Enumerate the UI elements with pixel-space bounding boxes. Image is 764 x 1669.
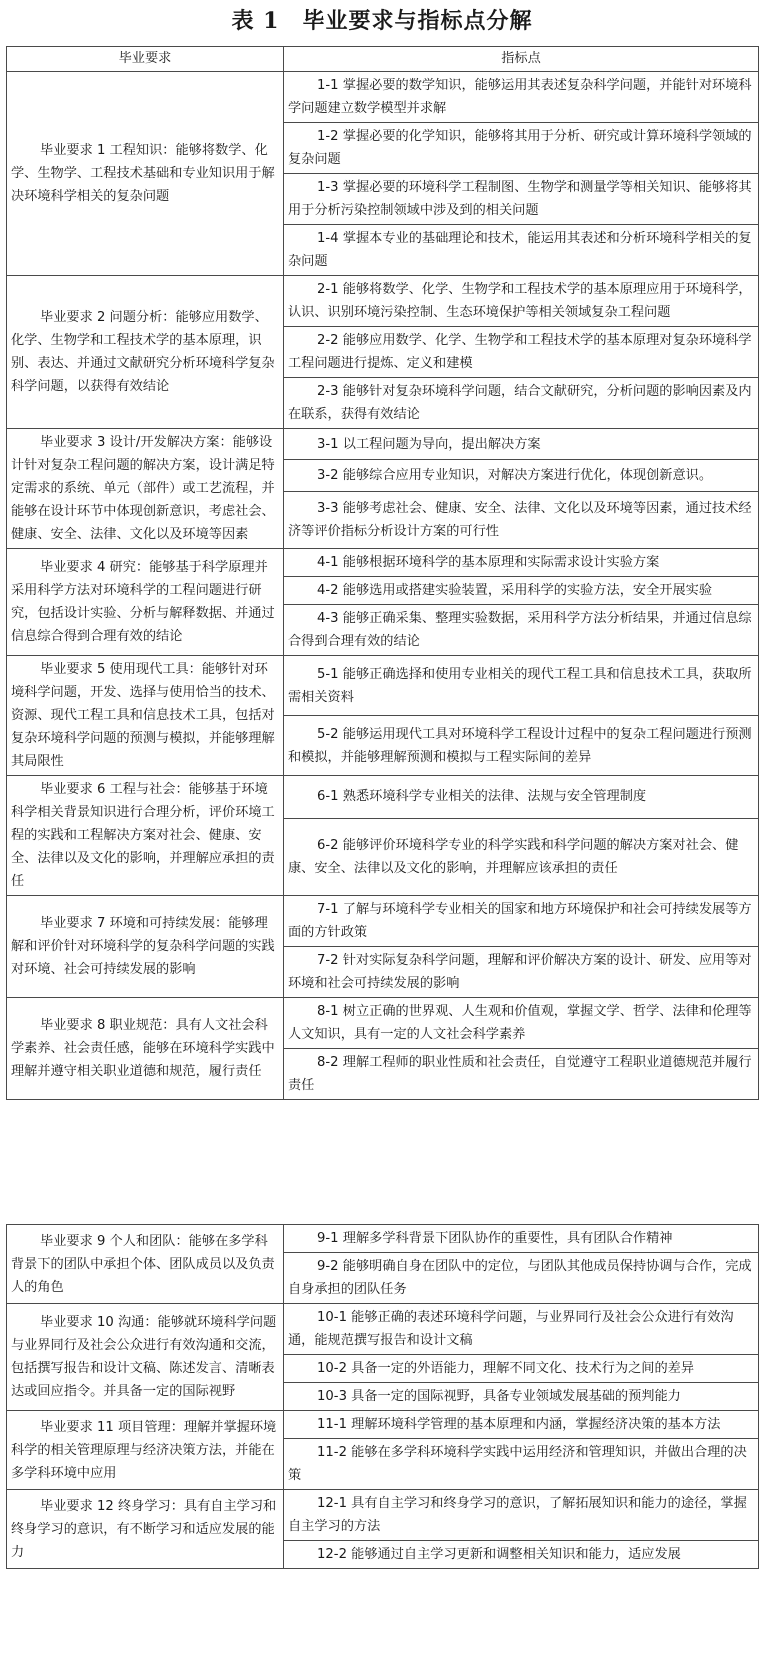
requirements-table — [6, 46, 759, 1100]
indicator-cell: 4-3 能够正确采集、整理实验数据，采用科学方法分析结果，并通过信息综合得到合理有效的结论 — [284, 605, 759, 656]
indicator-cell: 1-1 掌握必要的数学知识，能够运用其表述复杂科学问题，并能针对环境科学问题建立数学模型并求解 — [284, 72, 759, 123]
table-header-row — [7, 47, 759, 72]
indicator-cell: 11-2 能够在多学科环境科学实践中运用经济和管理知识，并做出合理的决策 — [284, 1439, 759, 1490]
header-requirement: 毕业要求 — [7, 47, 284, 72]
table-row — [7, 896, 759, 947]
indicator-cell: 3-3 能够考虑社会、健康、安全、法律、文化以及环境等因素，通过技术经济等评价指标分析设计方案的可行性 — [284, 491, 759, 548]
indicator-cell: 12-1 具有自主学习和终身学习的意识，了解拓展知识和能力的途径，掌握自主学习的方法 — [284, 1490, 759, 1541]
indicator-cell: 11-1 理解环境科学管理的基本原理和内涵，掌握经济决策的基本方法 — [284, 1411, 759, 1439]
indicator-cell: 5-2 能够运用现代工具对环境科学工程设计过程中的复杂工程问题进行预测和模拟，并能够理解预测和模拟与工程实际间的差异 — [284, 716, 759, 776]
table-row — [7, 998, 759, 1049]
indicator-cell: 10-1 能够正确的表述环境科学问题，与业界同行及社会公众进行有效沟通，能规范撰写报告和设计文稿 — [284, 1304, 759, 1355]
indicator-cell: 6-1 熟悉环境科学专业相关的法律、法规与安全管理制度 — [284, 776, 759, 819]
requirement-cell: 毕业要求 11 项目管理：理解并掌握环境科学的相关管理原理与经济决策方法，并能在多学科环境中应用 — [7, 1411, 284, 1490]
requirement-cell: 毕业要求 5 使用现代工具：能够针对环境科学问题，开发、选择与使用恰当的技术、资源、现代工程工具和信息技术工具，包括对复杂环境科学问题的预测与模拟，并能够理解其局限性 — [7, 656, 284, 776]
table-row — [7, 549, 759, 577]
requirement-cell: 毕业要求 2 问题分析：能够应用数学、化学、生物学和工程技术学的基本原理，识别、表达、并通过文献研究分析环境科学复杂科学问题，以获得有效结论 — [7, 276, 284, 429]
indicator-cell: 2-2 能够应用数学、化学、生物学和工程技术学的基本原理对复杂环境科学工程问题进行提炼、定义和建模 — [284, 327, 759, 378]
table-title: 表 1 毕业要求与指标点分解 — [231, 8, 533, 34]
requirement-cell: 毕业要求 9 个人和团队：能够在多学科背景下的团队中承担个体、团队成员以及负责人的角色 — [7, 1225, 284, 1304]
requirement-cell: 毕业要求 8 职业规范：具有人文社会科学素养、社会责任感，能够在环境科学实践中理解并遵守相关职业道德和规范，履行责任 — [7, 998, 284, 1100]
requirement-cell: 毕业要求 7 环境和可持续发展：能够理解和评价针对环境科学的复杂科学问题的实践对环境、社会可持续发展的影响 — [7, 896, 284, 998]
indicator-cell: 9-2 能够明确自身在团队中的定位，与团队其他成员保持协调与合作，完成自身承担的团队任务 — [284, 1253, 759, 1304]
indicator-cell: 9-1 理解多学科背景下团队协作的重要性，具有团队合作精神 — [284, 1225, 759, 1253]
indicator-cell: 7-2 针对实际复杂科学问题，理解和评价解决方案的设计、研发、应用等对环境和社会可持续发展的影响 — [284, 947, 759, 998]
indicator-cell: 1-2 掌握必要的化学知识，能够将其用于分析、研究或计算环境科学领域的复杂问题 — [284, 123, 759, 174]
header-indicator: 指标点 — [284, 47, 759, 72]
table-row — [7, 1411, 759, 1439]
requirements-table-continued — [6, 1224, 759, 1569]
indicator-cell: 2-1 能够将数学、化学、生物学和工程技术学的基本原理应用于环境科学，认识、识别环境污染控制、生态环境保护等相关领域复杂工程问题 — [284, 276, 759, 327]
indicator-cell: 7-1 了解与环境科学专业相关的国家和地方环境保护和社会可持续发展等方面的方针政策 — [284, 896, 759, 947]
indicator-cell: 1-3 掌握必要的环境科学工程制图、生物学和测量学等相关知识、能够将其用于分析污染控制领域中涉及到的相关问题 — [284, 174, 759, 225]
indicator-cell: 12-2 能够通过自主学习更新和调整相关知识和能力，适应发展 — [284, 1541, 759, 1569]
indicator-cell: 4-1 能够根据环境科学的基本原理和实际需求设计实验方案 — [284, 549, 759, 577]
indicator-cell: 1-4 掌握本专业的基础理论和技术，能运用其表述和分析环境科学相关的复杂问题 — [284, 225, 759, 276]
requirement-cell: 毕业要求 10 沟通：能够就环境科学问题与业界同行及社会公众进行有效沟通和交流，包括撰写报告和设计文稿、陈述发言、清晰表达或回应指令。并具备一定的国际视野 — [7, 1304, 284, 1411]
requirement-cell: 毕业要求 12 终身学习：具有自主学习和终身学习的意识，有不断学习和适应发展的能力 — [7, 1490, 284, 1569]
table-row — [7, 1304, 759, 1355]
table-row — [7, 429, 759, 460]
indicator-cell: 10-3 具备一定的国际视野，具备专业领域发展基础的预判能力 — [284, 1383, 759, 1411]
indicator-cell: 10-2 具备一定的外语能力，理解不同文化、技术行为之间的差异 — [284, 1355, 759, 1383]
indicator-cell: 6-2 能够评价环境科学专业的科学实践和科学问题的解决方案对社会、健康、安全、法律以及文化的影响，并理解应该承担的责任 — [284, 818, 759, 895]
indicator-cell: 8-2 理解工程师的职业性质和社会责任，自觉遵守工程职业道德规范并履行责任 — [284, 1049, 759, 1100]
indicator-cell: 8-1 树立正确的世界观、人生观和价值观，掌握文学、哲学、法律和伦理等人文知识，具有一定的人文社会科学素养 — [284, 998, 759, 1049]
requirement-cell: 毕业要求 3 设计/开发解决方案：能够设计针对复杂工程问题的解决方案，设计满足特定需求的系统、单元（部件）或工艺流程，并能够在设计环节中体现创新意识，考虑社会、健康、安全、法律、文化以及环境等因素 — [7, 429, 284, 549]
indicator-cell: 4-2 能够选用或搭建实验装置，采用科学的实验方法，安全开展实验 — [284, 577, 759, 605]
table-row — [7, 72, 759, 123]
table-row — [7, 776, 759, 819]
indicator-cell: 2-3 能够针对复杂环境科学问题，结合文献研究，分析问题的影响因素及内在联系，获得有效结论 — [284, 378, 759, 429]
table-row — [7, 1490, 759, 1541]
requirement-cell: 毕业要求 6 工程与社会：能够基于环境科学相关背景知识进行合理分析，评价环境工程的实践和工程解决方案对社会、健康、安全、法律以及文化的影响，并理解应承担的责任 — [7, 776, 284, 896]
indicator-cell: 5-1 能够正确选择和使用专业相关的现代工程工具和信息技术工具，获取所需相关资料 — [284, 656, 759, 716]
indicator-cell: 3-2 能够综合应用专业知识，对解决方案进行优化，体现创新意识。 — [284, 460, 759, 491]
table-row — [7, 656, 759, 716]
table-row — [7, 276, 759, 327]
requirement-cell: 毕业要求 4 研究：能够基于科学原理并采用科学方法对环境科学的工程问题进行研究，包括设计实验、分析与解释数据、并通过信息综合得到合理有效的结论 — [7, 549, 284, 656]
table-row — [7, 1225, 759, 1253]
indicator-cell: 3-1 以工程问题为导向，提出解决方案 — [284, 429, 759, 460]
requirement-cell: 毕业要求 1 工程知识：能够将数学、化学、生物学、工程技术基础和专业知识用于解决环境科学相关的复杂问题 — [7, 72, 284, 276]
